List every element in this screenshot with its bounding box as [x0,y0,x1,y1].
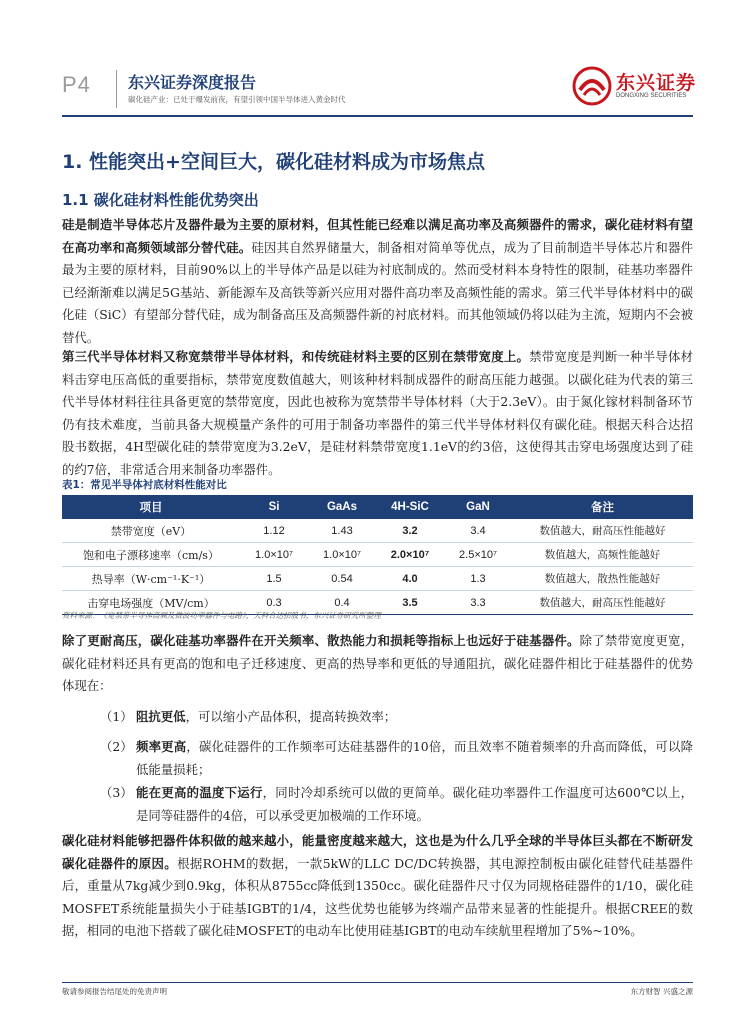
table-cell: 数值越大，散热性能越好 [512,567,693,591]
table-cell: 数值越大，耐高压性能越好 [512,519,693,543]
list-lead: 能在更高的温度下运行 [136,785,263,800]
list-lead: 频率更高 [136,739,187,754]
report-subtitle: 碳化硅产业：已处于爆发前夜，有望引领中国半导体进入黄金时代 [128,95,346,104]
table-header-row [62,495,693,519]
table-cell: 数值越大，耐高压性能越好 [512,591,693,615]
list-number: （1） [100,709,133,724]
table-cell: 0.4 [308,591,376,615]
paragraph-1-body: 硅因其自然界储量大，制备相对简单等优点，成为了目前制造半导体芯片和器件最为主要的原材料，目前90%以上的半导体产品是以硅为衬底制成的。然而受材料本身特性的限制，硅基功率器件已经渐渐难以满足5G基站、新能源车及高铁等新兴应用对器件高功率及高频性能的需求。第三代半导体材料中的碳化硅（SiC）有望部分替代硅，成为制备高压及高频器件新的衬底材料。而其他领域仍将以硅为主流，短期内不会被替代。 [62,239,694,345]
footer-slogan: 东方财智 兴盛之源 [630,987,693,996]
subsection-heading: 1.1 碳化硅材料性能优势突出 [62,191,259,209]
table-row [62,519,693,543]
logo-text-cn: 东兴证券 [616,72,697,94]
footer-disclaimer: 敬请参阅报告结尾处的免责声明 [62,987,167,996]
paragraph-3-lead: 除了更耐高压，碳化硅基功率器件在开关频率、散热能力和损耗等指标上也远好于硅基器件。 [62,633,580,648]
list-body: ，同时冷却系统可以做的更简单。碳化硅功率器件工作温度可达600℃以上，是同等硅器件的4倍，可以承受更加极端的工作环境。 [136,785,693,823]
table-row [62,567,693,591]
table-cell: 1.0×10⁷ [308,543,376,567]
logo-text-en: DONGXING SECURITIES [616,93,687,99]
table-cell: 3.4 [444,519,512,543]
header-rule [62,115,693,117]
paragraph-2-lead: 第三代半导体材料又称宽禁带半导体材料，和传统硅材料主要的区别在禁带宽度上。 [62,349,530,364]
table-cell: 1.5 [240,567,308,591]
table-header-cell: 备注 [512,495,693,519]
paragraph-3-body: 除了禁带宽度更宽，碳化硅材料还具有更高的饱和电子迁移速度、更高的热导率和更低的导通阻抗，碳化硅器件相比于硅基器件的优势体现在： [62,633,694,693]
list-number: （2） [100,739,133,754]
table-cell: 2.0×10⁷ [376,543,444,567]
report-title: 东兴证券深度报告 [128,73,257,92]
paragraph-1-lead: 硅是制造半导体芯片及器件最为主要的原材料，但其性能已经难以满足高功率及高频器件的需求，碳化硅材料有望在高功率和高频领域部分替代硅。 [62,217,693,255]
list-body: ，可以缩小产品体积，提高转换效率； [185,709,397,724]
table-cell: 2.5×10⁷ [444,543,512,567]
table-cell: 热导率（W·cm⁻¹·K⁻¹） [62,567,240,591]
table-cell: 3.5 [376,591,444,615]
table-cell: 3.2 [376,519,444,543]
table-header-cell: 4H-SiC [376,495,444,519]
list-lead: 阻抗更低 [136,709,186,724]
table-cell: 数值越大，高频性能越好 [512,543,693,567]
table-cell: 0.3 [240,591,308,615]
table-header-cell: Si [240,495,308,519]
table-cell: 0.54 [308,567,376,591]
paragraph-4 [62,830,693,943]
table-header-cell: 项目 [62,495,240,519]
paragraph-4-body: 根据ROHM的数据，一款5kW的LLC DC/DC转换器，其电源控制板由碳化硅替代硅基器件后，重量从7kg减少到0.9kg，体积从8755cc降低到1350cc。碳化硅器件尺寸仅为同规格硅器件的1/10，碳化硅MOSFET系统能量损失小于硅基IGBT的1/4，这些优势也能够为终端产品带来显著的性能提升。根据CREE的数据，相同的电池下搭载了碳化硅MOSFET的电动车比使用硅基IGBT的电动车续航里程增加了5%~10%。 [62,855,693,938]
table-cell: 1.0×10⁷ [240,543,308,567]
list-number: （3） [100,785,133,800]
table-header-cell: GaAs [308,495,376,519]
company-logo [572,66,697,106]
paragraph-1 [62,214,693,349]
paragraph-4-lead: 碳化硅材料能够把器件体积做的越来越小，能量密度越来越大，这也是为什么几乎全球的半导体巨头都在不断研发碳化硅器件的原因。 [62,833,693,871]
table-cell: 1.3 [444,567,512,591]
company-logo-icon [572,66,612,106]
paragraph-2-body: 禁带宽度是判断一种半导体材料击穿电压高低的重要指标，禁带宽度数值越大，则该种材料制成器件的耐高压能力越强。以碳化硅为代表的第三代半导体材料往往具备更宽的禁带宽度，因此也被称为宽禁带半导体材料（大于2.3eV）。由于氮化镓材料制备环节仍有技术难度，当前具备大规模量产条件的可用于制备功率器件的第三代半导体材料仅有碳化硅。根据天科合达招股书数据，4H型碳化硅的禁带宽度为3.2eV，是硅材料禁带宽度1.1eV的约3倍，这使得其击穿电场强度达到了硅的约7倍，非常适合用来制备功率器件。 [62,349,694,477]
section-heading: 1. 性能突出+空间巨大，碳化硅材料成为市场焦点 [62,151,485,173]
paragraph-3 [62,630,693,698]
list-body: ，碳化硅器件的工作频率可达硅基器件的10倍，而且效率不随着频率的升高而降低，可以降低能量损耗； [136,739,693,777]
table-cell: 饱和电子漂移速率（cm/s） [62,543,240,567]
table-cell: 1.12 [240,519,308,543]
paragraph-2 [62,346,693,481]
table-caption: 表1：常见半导体衬底材料性能对比 [62,479,227,491]
table-header-cell: GaN [444,495,512,519]
table-row [62,543,693,567]
table-cell: 3.3 [444,591,512,615]
header-divider [116,70,117,108]
footer-rule [62,982,693,983]
table-cell: 4.0 [376,567,444,591]
table-cell: 1.43 [308,519,376,543]
table-source: 资料来源：《宽禁带半导体高频及微波功率器件与电路》，天科合达招股书，东兴证券研究所整理 [62,611,381,620]
page-number: P4 [62,72,91,97]
table-cell: 击穿电场强度（MV/cm） [62,591,240,615]
comparison-table [62,495,693,615]
table-cell: 禁带宽度（eV） [62,519,240,543]
